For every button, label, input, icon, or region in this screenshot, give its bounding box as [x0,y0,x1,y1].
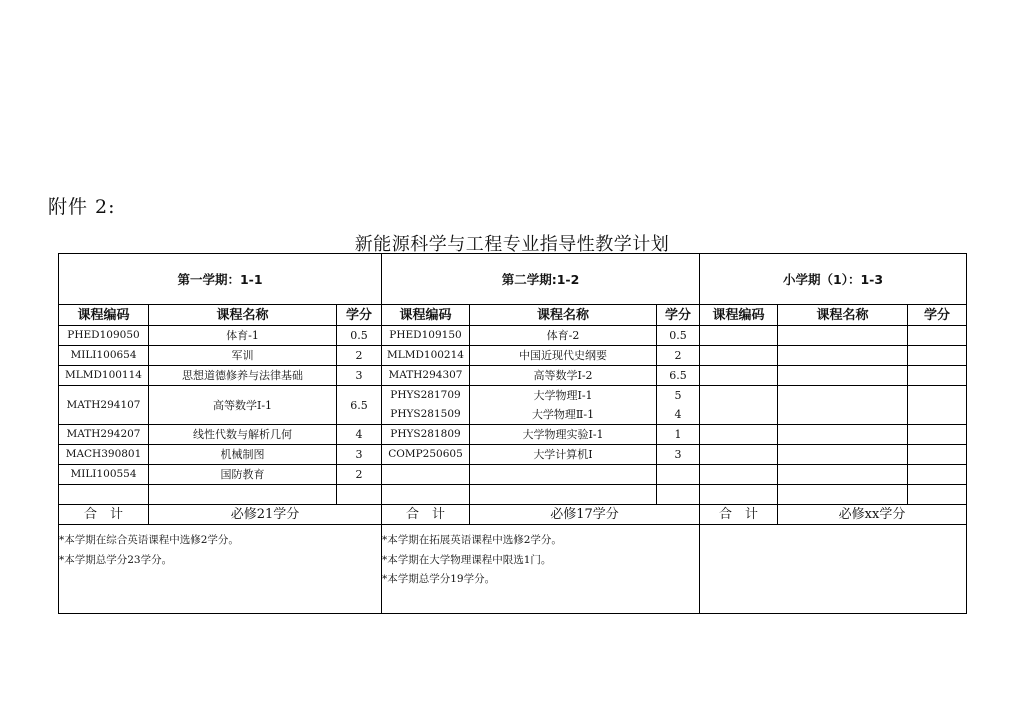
table-row [59,445,967,465]
header-name: 课程名称 [470,305,657,326]
totals-row [59,505,967,525]
note-line: *本学期总学分19学分。 [382,573,496,585]
note-line: *本学期在综合英语课程中选修2学分。 [59,534,239,546]
table-row [59,465,967,485]
course-credit: 6.5 [657,366,700,386]
course-credit: 6.5 [337,386,382,425]
page-title: 新能源科学与工程专业指导性教学计划 [354,234,670,255]
course-name: 机械制图 [149,445,337,465]
empty-cell [657,485,700,505]
course-code: PHED109150 [382,326,470,346]
empty-cell [778,445,908,465]
table-row [59,386,967,425]
header-credit: 学分 [657,305,700,326]
course-name: 大学物理实验Ⅰ-1 [470,425,657,445]
empty-cell [778,465,908,485]
course-code: PHYS281509 [390,408,461,420]
course-credit: 5 [674,389,682,402]
course-code: MACH390801 [59,445,149,465]
empty-cell [470,485,657,505]
header-name: 课程名称 [149,305,337,326]
empty-cell [908,465,967,485]
course-name: 高等数学Ⅰ-2 [470,366,657,386]
notes-row [59,525,967,614]
empty-cell [908,485,967,505]
total-label: 合 计 [700,505,778,525]
empty-cell [700,465,778,485]
empty-cell [778,425,908,445]
course-credit: 0.5 [657,326,700,346]
course-credit: 4 [337,425,382,445]
empty-cell [908,366,967,386]
empty-cell [778,326,908,346]
course-credit: 3 [337,445,382,465]
table-row [59,425,967,445]
table-row [59,366,967,386]
course-credit: 1 [657,425,700,445]
empty-cell [778,346,908,366]
empty-cell [778,485,908,505]
header-code: 课程编码 [59,305,149,326]
header-credit: 学分 [337,305,382,326]
course-code: MATH294307 [382,366,470,386]
course-code: COMP250605 [382,445,470,465]
empty-cell [700,346,778,366]
note-line: *本学期在拓展英语课程中选修2学分。 [382,534,562,546]
empty-cell [382,465,470,485]
total-label: 合 计 [382,505,470,525]
semester-3-header: 小学期（1）：1-3 [700,254,967,305]
course-name: 中国近现代史纲要 [470,346,657,366]
course-name: 军训 [149,346,337,366]
semester-header-row [59,254,967,305]
course-credit: 0.5 [337,326,382,346]
empty-cell [700,386,778,425]
empty-cell [149,485,337,505]
course-name: 大学计算机Ⅰ [470,445,657,465]
header-code: 课程编码 [382,305,470,326]
course-code: MILI100554 [59,465,149,485]
empty-cell [470,465,657,485]
header-name: 课程名称 [778,305,908,326]
empty-cell [908,386,967,425]
empty-cell [778,366,908,386]
course-credit: 2 [337,465,382,485]
notes-sem3 [700,525,967,614]
course-name: 高等数学Ⅰ-1 [149,386,337,425]
empty-cell [700,485,778,505]
course-name: 大学物理Ⅰ-1 [533,389,593,402]
course-credit: 2 [657,346,700,366]
note-line: *本学期在大学物理课程中限选1门。 [382,553,552,566]
total-sem1: 必修21学分 [149,505,382,525]
course-name-group [470,386,657,425]
course-name: 思想道德修养与法律基础 [149,366,337,386]
empty-cell [908,326,967,346]
course-code: MLMD100214 [382,346,470,366]
course-credit: 3 [657,445,700,465]
course-credit-group [657,386,700,425]
course-credit: 2 [337,346,382,366]
empty-cell [700,445,778,465]
course-credit: 3 [337,366,382,386]
course-code: PHYS281809 [382,425,470,445]
total-label: 合 计 [59,505,149,525]
empty-cell [700,326,778,346]
table-row [59,485,967,505]
course-code: MILI100654 [59,346,149,366]
semester-1-header: 第一学期：1-1 [59,254,382,305]
attachment-label: 附件 2: [48,196,116,218]
table-row [59,326,967,346]
course-name: 国防教育 [149,465,337,485]
course-name: 线性代数与解析几何 [149,425,337,445]
total-sem3: 必修xx学分 [778,505,967,525]
empty-cell [908,346,967,366]
header-credit: 学分 [908,305,967,326]
course-name: 大学物理Ⅱ-1 [531,408,595,421]
empty-cell [59,485,149,505]
course-credit: 4 [674,408,682,421]
course-code: MLMD100114 [59,366,149,386]
course-name: 体育-1 [149,326,337,346]
teaching-plan-table [58,253,967,614]
total-sem2: 必修17学分 [470,505,700,525]
empty-cell [657,465,700,485]
notes-sem1 [59,525,382,614]
table-row [59,346,967,366]
course-code-group [382,386,470,425]
note-line: *本学期总学分23学分。 [59,553,173,566]
empty-cell [908,425,967,445]
semester-2-header: 第二学期:1-2 [382,254,700,305]
course-code: MATH294207 [59,425,149,445]
empty-cell [778,386,908,425]
course-code: MATH294107 [59,386,149,425]
empty-cell [700,366,778,386]
empty-cell [382,485,470,505]
course-code: PHED109050 [59,326,149,346]
empty-cell [337,485,382,505]
course-code: PHYS281709 [390,389,461,401]
header-code: 课程编码 [700,305,778,326]
course-name: 体育-2 [470,326,657,346]
empty-cell [908,445,967,465]
column-header-row [59,305,967,326]
notes-sem2 [382,525,700,614]
empty-cell [700,425,778,445]
